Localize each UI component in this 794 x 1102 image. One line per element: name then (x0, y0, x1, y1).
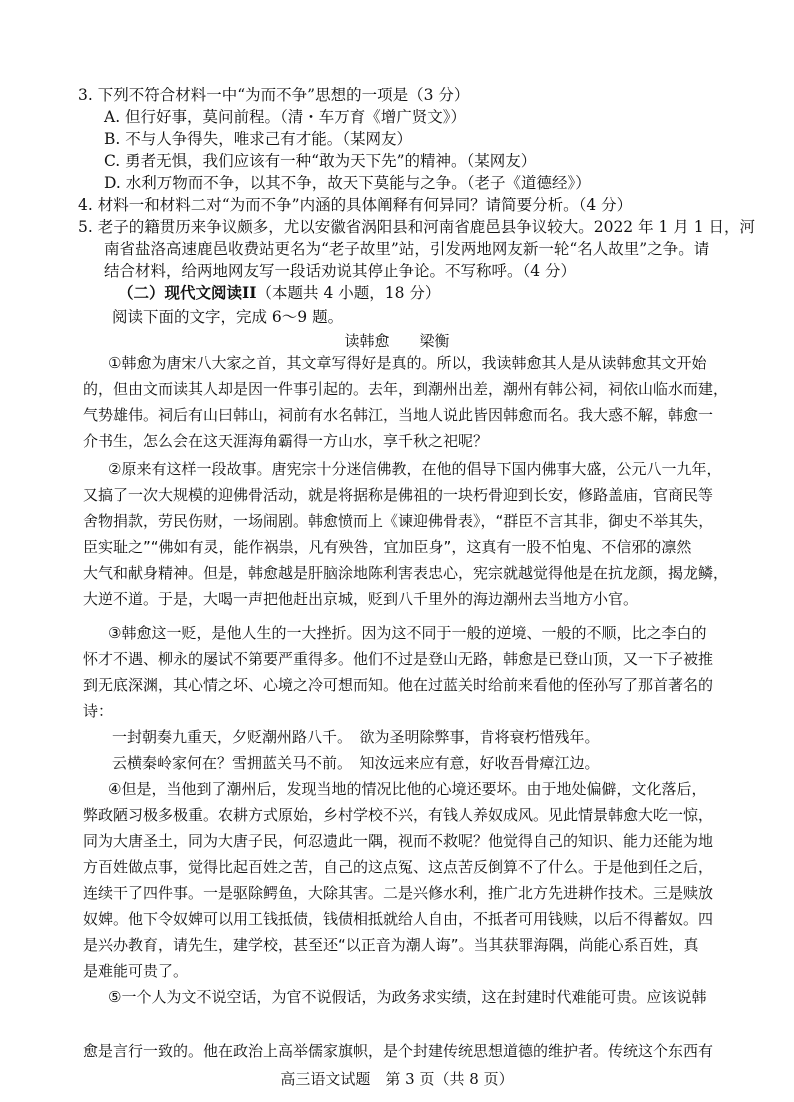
section-instruction: 阅读下面的文字，完成 6～9 题。 (112, 308, 344, 326)
page-footer: 高三语文试题 第 3 页（共 8 页） (280, 1070, 514, 1088)
section-heading (118, 282, 440, 304)
section-heading-note: （本题共 4 小题，18 分） (256, 284, 441, 302)
article-line: 又搞了一次大规模的迎佛骨活动，就是将据称是佛祖的一块朽骨迎到长安，修路盖庙，官商民等 (83, 486, 714, 504)
article-line: ④但是，当他到了潮州后，发现当地的情况比他的心境还要坏。由于地处偏僻，文化落后， (108, 780, 707, 798)
question-5-line-1: 5. 老子的籍贯历来争议颇多，尤以安徽省涡阳县和河南省鹿邑县争议较大。2022 年 1 月 1 日，河 (78, 218, 756, 236)
article-line: 舍物捐款，劳民伤财，一场闹剧。韩愈愤而上《谏迎佛骨表》，“群臣不言其非，御史不举其失， (83, 512, 714, 530)
section-heading-title: （二）现代文阅读II (118, 283, 257, 302)
article-line: 气势雄伟。祠后有山曰韩山，祠前有水名韩江，当地人说此皆因韩愈而名。我大惑不解，韩愈一 (83, 406, 714, 424)
article-line: 的，但由文而读其人却是因一件事引起的。去年，到潮州出差，潮州有韩公祠，祠依山临水而建， (83, 380, 729, 398)
article-line: 介书生，怎么会在这天涯海角霸得一方山水，享千秋之祀呢？ (83, 432, 489, 450)
article-line: 臣实耻之”“佛如有灵，能作祸祟，凡有殃咎，宜加臣身”，这真有一股不怕鬼、不信邪的凛然 (83, 538, 692, 556)
question-3-option-c: C. 勇者无惧，我们应该有一种“敢为天下先”的精神。（某网友） (104, 152, 537, 170)
article-line: 诗： (83, 702, 114, 720)
question-4: 4. 材料一和材料二对“为而不争”内涵的具体阐释有何异同？请简要分析。（4 分） (78, 196, 633, 214)
question-3-option-b: B. 不与人争得失，唯求己有才能。（某网友） (104, 130, 412, 148)
article-line: 奴婢。他下令奴婢可以用工钱抵债，钱债相抵就给人自由，不抵者可用钱赎，以后不得蓄奴。四 (83, 910, 714, 928)
question-3-option-d: D. 水利万物而不争，以其不争，故天下莫能与之争。（老子《道德经》） (104, 174, 591, 192)
article-line: 是难能可贵了。 (83, 962, 189, 980)
article-line: 怀才不遇、柳永的屡试不第要严重得多。他们不过是登山无路，韩愈是已登山顶，又一下子被推 (83, 650, 714, 668)
question-5-line-3: 结合材料，给两地网友写一段话劝说其停止争论。不写称呼。（4 分） (104, 262, 577, 280)
poem-line: 云横秦岭家何在？雪拥蓝关马不前。 知汝远来应有意，好收吾骨瘴江边。 (112, 754, 600, 772)
article-line: ⑤一个人为文不说空话，为官不说假话，为政务求实绩，这在封建时代难能可贵。应该说韩 (108, 988, 707, 1006)
article-line: ②原来有这样一段故事。唐宪宗十分迷信佛教，在他的倡导下国内佛事大盛，公元八一九年， (108, 460, 722, 478)
article-line: 到无底深渊，其心情之坏、心境之冷可想而知。他在过蓝关时给前来看他的侄孙写了那首著名的 (83, 676, 714, 694)
article-line: ③韩愈这一贬，是他人生的一大挫折。因为这不同于一般的逆境、一般的不顺，比之李白的 (108, 624, 707, 642)
article-line: 愈是言行一致的。他在政治上高举儒家旗帜，是个封建传统思想道德的维护者。传统这个东西有 (83, 1042, 714, 1060)
article-title: 读韩愈 梁衡 (344, 332, 450, 350)
article-line: 弊政陋习极多极重。农耕方式原始，乡村学校不兴，有钱人养奴成风。见此情景韩愈大吃一惊， (83, 806, 714, 824)
question-5-line-2: 南省盐洛高速鹿邑收费站更名为“老子故里”站，引发两地网友新一轮“名人故里”之争。请 (104, 240, 710, 258)
article-line: 连续干了四件事。一是驱除鳄鱼，大除其害。二是兴修水利，推广北方先进耕作技术。三是赎放 (83, 884, 714, 902)
article-line: 大逆不道。于是，大喝一声把他赶出京城，贬到八千里外的海边潮州去当地方小官。 (83, 590, 639, 608)
article-line: 是兴办教育，请先生，建学校，甚至还“以正音为潮人诲”。当其获罪海隅，尚能心系百姓，真 (83, 936, 699, 954)
article-line: 方百姓做点事，觉得比起百姓之苦，自己的这点冤、这点苦反倒算不了什么。于是他到任之后， (83, 858, 714, 876)
article-line: 同为大唐圣土，同为大唐子民，何忍遗此一隅，视而不救呢？他觉得自己的知识、能力还能为地 (83, 832, 714, 850)
question-3-option-a: A. 但行好事，莫问前程。（清・车万育《增广贤文》） (104, 108, 467, 126)
question-3-stem: 3. 下列不符合材料一中“为而不争”思想的一项是（3 分） (78, 86, 470, 104)
poem-line: 一封朝奏九重天，夕贬潮州路八千。 欲为圣明除弊事，肯将衰朽惜残年。 (112, 728, 600, 746)
article-line: ①韩愈为唐宋八大家之首，其文章写得好是真的。所以，我读韩愈其人是从读韩愈其文开始 (108, 354, 707, 372)
article-line: 大气和献身精神。但是，韩愈越是肝脑涂地陈利害表忠心，宪宗就越觉得他是在抗龙颜，揭龙鳞， (83, 564, 729, 582)
